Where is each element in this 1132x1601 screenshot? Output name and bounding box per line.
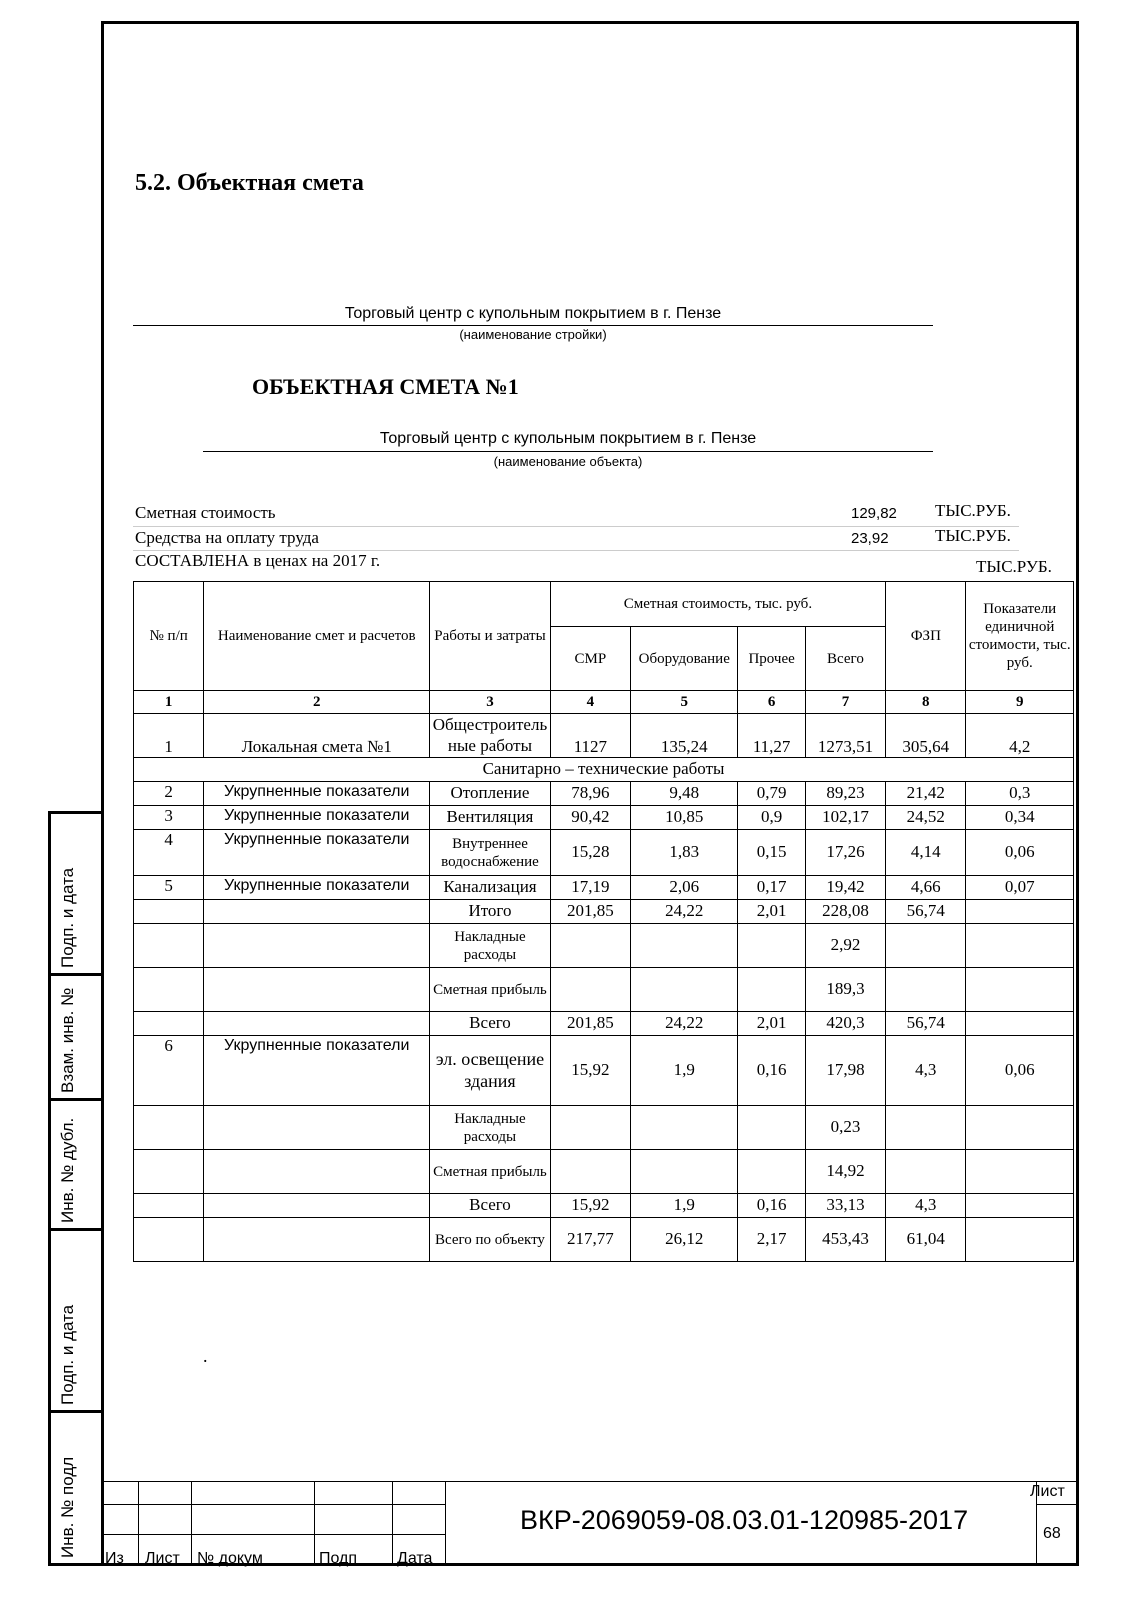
table-cell [966,924,1074,968]
table-cell: 33,13 [805,1194,885,1218]
col-number: 7 [805,691,885,714]
table-cell: 11,27 [738,714,805,758]
side-label: Подп. и дата [58,1304,77,1405]
table-cell: 15,92 [550,1036,630,1106]
table-cell: Накладные расходы [430,924,551,968]
table-cell: 17,98 [805,1036,885,1106]
header-smr: СМР [550,627,630,691]
table-cell: 24,22 [631,900,738,924]
table-cell: 1 [134,714,204,758]
table-cell: 15,92 [550,1194,630,1218]
table-cell: 305,64 [886,714,966,758]
side-label: Подп. и дата [58,867,77,968]
side-cell-sign-date-1 [48,811,101,976]
table-cell [550,968,630,1012]
table-cell: 201,85 [550,1012,630,1036]
table-cell [966,1012,1074,1036]
table-cell [631,1106,738,1150]
side-label: Взам. инв. № [58,987,77,1093]
col-number: 5 [631,691,738,714]
table-cell [134,1106,204,1150]
table-cell: 56,74 [886,1012,966,1036]
table-cell [204,1218,430,1262]
table-cell: 4,2 [966,714,1074,758]
table-cell [134,1012,204,1036]
table-cell [966,1150,1074,1194]
col-number: 8 [886,691,966,714]
table-cell: 1273,51 [805,714,885,758]
table-cell: 0,15 [738,830,805,876]
table-cell [738,1150,805,1194]
col-number: 9 [966,691,1074,714]
table-cell [966,900,1074,924]
table-cell: 1,9 [631,1194,738,1218]
table-cell [738,924,805,968]
smeta-title: ОБЪЕКТНАЯ СМЕТА №1 [252,374,519,399]
object-underline [203,451,933,452]
side-cell-vzam [48,973,101,1101]
header-num: № п/п [134,582,204,691]
object-name: Торговый центр с купольным покрытием в г. Пензе [379,430,757,447]
table-cell: 78,96 [550,782,630,806]
table-cell: 89,23 [805,782,885,806]
table-row [134,830,1074,876]
side-cell-dubl [48,1098,101,1231]
cost-value: 129,82 [851,505,897,522]
table-cell: 90,42 [550,806,630,830]
table-cell: 4,3 [886,1194,966,1218]
table-cell [738,1106,805,1150]
table-cell: 21,42 [886,782,966,806]
table-cell: 453,43 [805,1218,885,1262]
header-name: Наименование смет и расчетов [204,582,430,691]
header-indicators: Показатели единичной стоимости, тыс. руб. [966,582,1074,691]
stamp-list: Лист [145,1550,180,1567]
table-cell: 0,34 [966,806,1074,830]
table-row [134,1150,1074,1194]
table-row [134,876,1074,900]
table-cell: Сметная прибыль [430,968,551,1012]
table-cell: 189,3 [805,968,885,1012]
stroika-caption: (наименование стройки) [459,327,607,342]
table-cell [134,1218,204,1262]
col-number: 1 [134,691,204,714]
header-total: Всего [805,627,885,691]
table-cell: 2,01 [738,900,805,924]
table-cell [204,924,430,968]
stamp-iz: Из [105,1550,124,1567]
table-row [134,806,1074,830]
table-cell [134,968,204,1012]
table-cell [886,968,966,1012]
table-row [134,1012,1074,1036]
table-cell: Укрупненные показатели [204,782,430,806]
table-cell: 2,17 [738,1218,805,1262]
table-cell: Всего [430,1194,551,1218]
table-cell: 2 [134,782,204,806]
table-cell: 6 [134,1036,204,1106]
section-row: Санитарно – технические работы [134,758,1074,782]
table-cell [631,968,738,1012]
table-cell [738,968,805,1012]
table-cell: 1,83 [631,830,738,876]
table-cell [550,1150,630,1194]
table-cell: 26,12 [631,1218,738,1262]
header-fzp: ФЗП [886,582,966,691]
table-cell: 0,06 [966,1036,1074,1106]
table-cell: 3 [134,806,204,830]
table-cell [966,968,1074,1012]
stroika-name: Торговый центр с купольным покрытием в г. Пензе [344,305,722,322]
table-cell [204,1194,430,1218]
table-row [134,1036,1074,1106]
table-cell [966,1106,1074,1150]
table-cell: Отопление [430,782,551,806]
table-cell: Итого [430,900,551,924]
table-row [134,968,1074,1012]
table-cell: 0,79 [738,782,805,806]
col-number: 6 [738,691,805,714]
prices-label: СОСТАВЛЕНА в ценах на 2017 г. [135,551,381,570]
table-cell: 0,3 [966,782,1074,806]
table-cell [631,1150,738,1194]
table-cell [886,1150,966,1194]
table-cell: Всего по объекту [430,1218,551,1262]
header-equipment: Оборудование [631,627,738,691]
header-works: Работы и затраты [430,582,551,691]
table-cell [550,1106,630,1150]
table-cell: 228,08 [805,900,885,924]
wage-label: Средства на оплату труда [135,528,319,547]
header-other: Прочее [738,627,805,691]
table-cell [966,1194,1074,1218]
table-cell: 2,92 [805,924,885,968]
table-cell [204,1012,430,1036]
table-cell: 2,01 [738,1012,805,1036]
stamp-sheet-label: Лист [1030,1483,1065,1500]
wage-value: 23,92 [851,530,889,547]
side-cell-sign-date-2 [48,1228,101,1413]
table-cell: 0,16 [738,1036,805,1106]
table-cell: 15,28 [550,830,630,876]
col-number: 4 [550,691,630,714]
table-cell: 4,3 [886,1036,966,1106]
col-number: 2 [204,691,430,714]
table-cell: 17,19 [550,876,630,900]
table-cell [550,924,630,968]
table-cell: 4,66 [886,876,966,900]
table-cell: 0,23 [805,1106,885,1150]
table-cell [886,1106,966,1150]
table-cell: 19,42 [805,876,885,900]
table-cell: 24,52 [886,806,966,830]
table-row [134,1218,1074,1262]
table-cell [134,1194,204,1218]
table-cell [204,1106,430,1150]
table-row [134,924,1074,968]
cost-label: Сметная стоимость [135,503,276,522]
table-cell: Всего [430,1012,551,1036]
table-cell: Вентиляция [430,806,551,830]
table-cell: 1,9 [631,1036,738,1106]
table-row [134,900,1074,924]
table-cell [204,900,430,924]
table-cell: 0,07 [966,876,1074,900]
table-cell [886,924,966,968]
table-cell: Накладные расходы [430,1106,551,1150]
table-cell: 9,48 [631,782,738,806]
table-cell: 14,92 [805,1150,885,1194]
table-row [134,782,1074,806]
table-cell: 5 [134,876,204,900]
table-cell: эл. освещение здания [430,1036,551,1106]
table-cell: 201,85 [550,900,630,924]
table-cell: Локальная смета №1 [204,714,430,758]
stamp-doc-num: № докум [197,1550,263,1567]
table-cell: 0,9 [738,806,805,830]
table-cell [204,1150,430,1194]
table-cell: 24,22 [631,1012,738,1036]
side-cell-podl [48,1410,101,1566]
table-cell: 217,77 [550,1218,630,1262]
side-label: Инв. № подл [58,1456,77,1558]
table-cell: Укрупненные показатели [204,830,430,876]
table-cell: 0,17 [738,876,805,900]
table-cell: 0,16 [738,1194,805,1218]
table-row [134,1106,1074,1150]
table-cell: 135,24 [631,714,738,758]
object-caption: (наименование объекта) [493,454,643,469]
table-cell: Укрупненные показатели [204,876,430,900]
table-cell [631,924,738,968]
table-unit: ТЫС.РУБ. [976,557,1052,576]
header-cost-group: Сметная стоимость, тыс. руб. [550,582,885,627]
table-cell: 420,3 [805,1012,885,1036]
cost-divider [133,526,1019,527]
table-cell: 56,74 [886,900,966,924]
table-cell: 1127 [550,714,630,758]
table-cell: Общестроительные работы [430,714,551,758]
table-cell: 0,06 [966,830,1074,876]
table-cell: Укрупненные показатели [204,1036,430,1106]
col-number: 3 [430,691,551,714]
table-cell: Укрупненные показатели [204,806,430,830]
table-cell: 17,26 [805,830,885,876]
table-row [134,1194,1074,1218]
side-strip [48,811,101,1566]
table-cell [966,1218,1074,1262]
table-cell [134,924,204,968]
table-cell: 4 [134,830,204,876]
table-cell [204,968,430,1012]
stroika-underline [133,325,933,326]
stamp-date: Дата [397,1550,433,1567]
table-cell [134,1150,204,1194]
table-cell: 61,04 [886,1218,966,1262]
stray-dot: . [203,1346,208,1366]
side-label: Инв. № дубл. [58,1117,77,1223]
cost-unit: ТЫС.РУБ. [935,501,1011,520]
wage-unit: ТЫС.РУБ. [935,526,1011,545]
document-code: ВКР-2069059-08.03.01-120985-2017 [520,1505,969,1535]
table-cell: Внутреннее водоснабжение [430,830,551,876]
table-cell [134,900,204,924]
stamp-sheet-num: 68 [1043,1525,1061,1542]
table-cell: 102,17 [805,806,885,830]
object-estimate-table [133,581,1074,1262]
table-cell: Сметная прибыль [430,1150,551,1194]
section-title: 5.2. Объектная смета [135,170,364,196]
table-cell: 4,14 [886,830,966,876]
table-cell: 10,85 [631,806,738,830]
table-cell: Канализация [430,876,551,900]
stamp-sign: Подп [319,1550,358,1567]
table-cell: 2,06 [631,876,738,900]
